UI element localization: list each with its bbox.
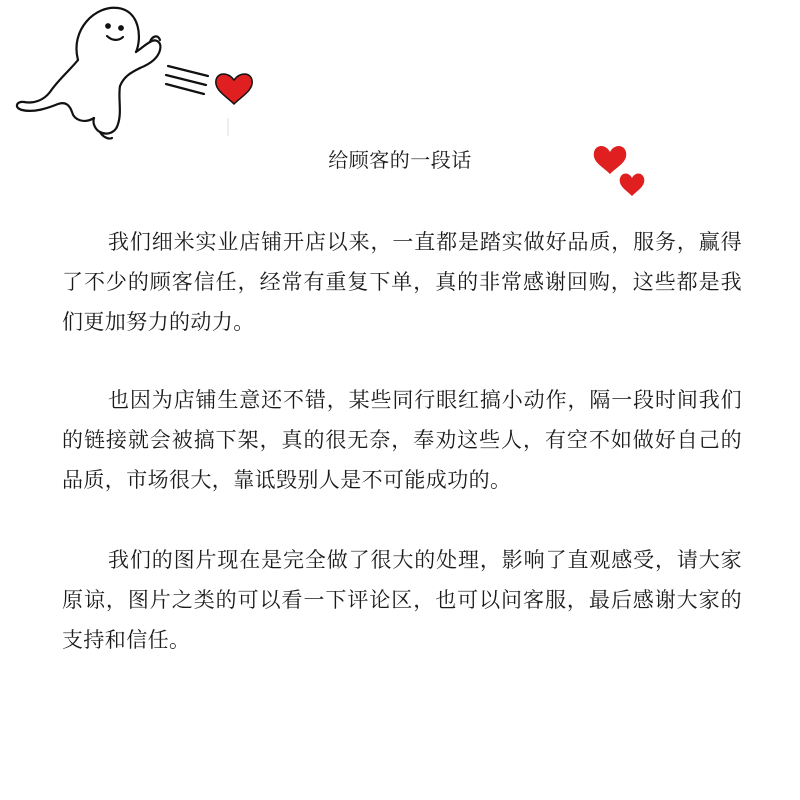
paragraph-2: 也因为店铺生意还不错，某些同行眼红搞小动作，隔一段时间我们的链接就会被搞下架，真的很无奈，奉劝这些人，有空不如做好自己的品质，市场很大，靠诋毁别人是不可能成功的。 [62, 388, 742, 492]
heart-icon [620, 174, 645, 197]
heart-icon [216, 74, 252, 104]
paragraph-3: 我们的图片现在是完全做了很大的处理，影响了直观感受，请大家原谅，图片之类的可以看一下评论区，也可以问客服，最后感谢大家的支持和信任。 [62, 548, 742, 652]
cartoon-character-icon [17, 8, 160, 139]
motion-lines-icon [166, 66, 208, 94]
paragraph-1: 我们细米实业店铺开店以来，一直都是踏实做好品质，服务，赢得了不少的顾客信任，经常有重复下单，真的非常感谢回购，这些都是我们更加努力的动力。 [62, 230, 742, 334]
page-title: 给顾客的一段话 [328, 148, 472, 172]
character-throwing-heart-illustration [0, 0, 270, 150]
